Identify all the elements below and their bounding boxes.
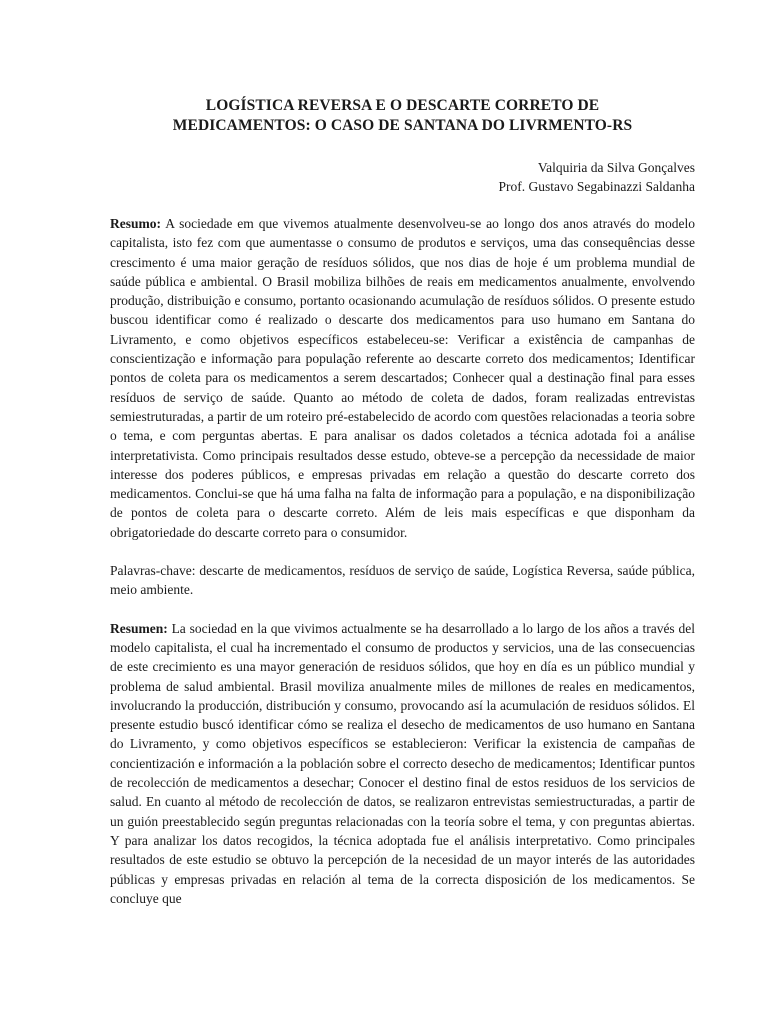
document-page	[110, 96, 695, 908]
resumen-paragraph	[110, 619, 695, 908]
paper-title-line-2: MEDICAMENTOS: O CASO DE SANTANA DO LIVRMENTO-RS	[172, 117, 633, 134]
resumen-label: Resumen:	[110, 620, 168, 636]
resumen-text: La sociedad en la que vivimos actualmente se ha desarrollado a lo largo de los años a través del modelo capitalista, el cual ha incrementado el consumo de productos y servicios, una de las consecuencias de este crecimiento es una mayor generación de residuos sólidos, que hoy en día es un público mundial y problema de salud ambiental. Brasil moviliza anualmente miles de millones de reales en medicamentos, involucrando la producción, distribución y consumo, provocando así la acumulación de residuos sólidos. El presente estudio buscó identificar cómo se realiza el desecho de medicamentos de uso humano en Santana do Livramento, y como objetivos específicos se establecieron: Verificar la existencia de campañas de concientización e información a la población sobre el correcto desecho de medicamentos; Identificar puntos de recolección de medicamentos a desechar; Conocer el destino final de estos residuos de los servicios de salud. En cuanto al método de recolección de datos, se realizaron entrevistas semiestructuradas, a partir de un guión preestablecido según preguntas relacionadas con la teoría sobre el tema, y con preguntas abiertas. Y para analizar los datos recogidos, la técnica adoptada fue el análisis interpretativo. Como principales resultados de este estudio se obtuvo la percepción de la necesidad de un mayor interés de las autoridades públicas y empresas privadas en relación al tema de la correcta disposición de los medicamentos. Se concluye que	[110, 620, 695, 906]
abstract-text: A sociedade em que vivemos atualmente desenvolveu-se ao longo dos anos através do modelo capitalista, isto fez com que aumentasse o consumo de produtos e serviços, uma das consequências desse crescimento é uma maior geração de resíduos sólidos, que nos dias de hoje é um problema mundial de saúde pública e ambiental. O Brasil mobiliza bilhões de reais em medicamentos anualmente, envolvendo produção, distribuição e consumo, portanto ocasionando acumulação de resíduos sólidos. O presente estudo buscou identificar como é realizado o descarte dos medicamentos para uso humano em Santana do Livramento, e como objetivos específicos estabeleceu-se: Verificar a existência de campanhas de conscientização e informação para população referente ao descarte correto dos medicamentos; Identificar pontos de coleta para os medicamentos a serem descartados; Conhecer qual a destinação final para esses resíduos de serviço de saúde. Quanto ao método de coleta de dados, foram realizadas entrevistas semiestruturadas, a partir de um roteiro pré-estabelecido de acordo com questões relacionadas a teoria sobre o tema, e com perguntas abertas. E para analisar os dados coletados a técnica adotada foi a análise interpretativista. Como principais resultados desse estudo, obteve-se a percepção da necessidade de maior interesse dos poderes públicos, e empresas privadas em relação a questão do descarte correto dos medicamentos. Conclui-se que há uma falha na falta de informação para a população, e na disponibilização de pontos de coleta para o descarte correto. Além de leis mais específicas e que disponham da obrigatoriedade do descarte correto para o consumidor.	[110, 216, 695, 540]
paper-title	[110, 96, 695, 136]
abstract-paragraph	[110, 214, 695, 542]
paper-title-line-1: LOGÍSTICA REVERSA E O DESCARTE CORRETO DE	[205, 97, 600, 114]
author-name: Valquiria da Silva Gonçalves	[537, 160, 695, 175]
keywords-paragraph: Palavras-chave: descarte de medicamentos, resíduos de serviço de saúde, Logística Reversa, saúde pública, meio ambiente.	[110, 563, 695, 598]
abstract-label: Resumo:	[110, 216, 161, 231]
author-block	[110, 158, 695, 196]
advisor-name: Prof. Gustavo Segabinazzi Saldanha	[498, 179, 695, 194]
